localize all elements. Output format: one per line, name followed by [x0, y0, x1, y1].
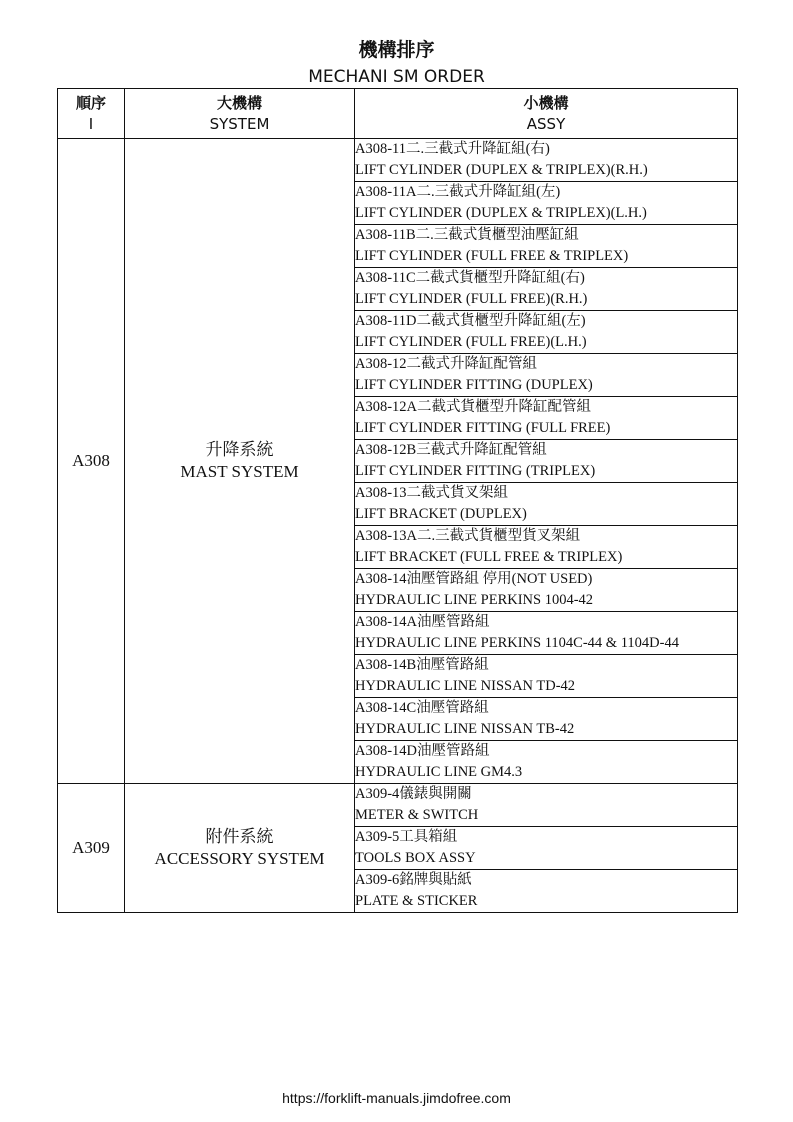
header-sequence-en: I	[88, 114, 94, 133]
assy-cell	[355, 827, 738, 870]
assy-name-en: LIFT BRACKET (DUPLEX)	[355, 505, 527, 522]
assy-name-en: HYDRAULIC LINE NISSAN TD-42	[355, 677, 576, 694]
assy-name-zh: A308-14油壓管路組 停用(NOT USED)	[355, 571, 593, 587]
assy-name-zh: A309-4儀錶與開關	[355, 786, 472, 802]
assy-cell	[355, 612, 738, 655]
assy-name-en: TOOLS BOX ASSY	[355, 849, 476, 866]
assy-cell	[355, 268, 738, 311]
header-assy-zh: 小機構	[523, 93, 569, 112]
assy-name-en: LIFT CYLINDER FITTING (TRIPLEX)	[355, 462, 596, 479]
assy-name-en: LIFT CYLINDER FITTING (DUPLEX)	[355, 376, 593, 393]
assy-name-zh: A308-11B二.三截式貨櫃型油壓缸組	[355, 227, 579, 243]
assy-name-zh: A308-13A二.三截式貨櫃型貨叉架組	[355, 528, 581, 544]
table-row	[58, 784, 738, 827]
assy-name-zh: A308-11D二截式貨櫃型升降缸組(左)	[355, 313, 586, 329]
header-system-en: SYSTEM	[209, 114, 270, 133]
assy-name-en: METER & SWITCH	[355, 806, 479, 823]
header-sequence	[58, 89, 125, 139]
assy-name-en: LIFT CYLINDER (FULL FREE)(L.H.)	[355, 333, 587, 350]
assy-name-zh: A309-6銘牌與貼紙	[355, 872, 472, 888]
assy-cell	[355, 440, 738, 483]
header-assy-en: ASSY	[526, 114, 566, 133]
assy-name-zh: A308-14C油壓管路組	[355, 700, 489, 716]
assy-name-en: LIFT CYLINDER (FULL FREE)(R.H.)	[355, 290, 588, 307]
assy-name-en: HYDRAULIC LINE NISSAN TB-42	[355, 720, 575, 737]
assy-name-zh: A308-12A二截式貨櫃型升降缸配管組	[355, 399, 592, 415]
assy-cell	[355, 741, 738, 784]
header-system	[125, 89, 355, 139]
assy-cell	[355, 182, 738, 225]
assy-name-zh: A308-12B三截式升降缸配管組	[355, 442, 547, 458]
assy-name-zh: A308-14D油壓管路組	[355, 743, 490, 759]
assy-cell	[355, 139, 738, 182]
header-sequence-zh: 順序	[75, 93, 106, 112]
system-name-en: ACCESSORY SYSTEM	[154, 849, 325, 868]
assy-name-en: PLATE & STICKER	[355, 892, 478, 909]
group-code: A308	[58, 139, 125, 784]
assy-name-en: HYDRAULIC LINE PERKINS 1004-42	[355, 591, 594, 608]
assy-name-zh: A308-11A二.三截式升降缸組(左)	[355, 184, 561, 200]
header-system-zh: 大機構	[216, 93, 262, 112]
table-row	[58, 139, 738, 182]
assy-cell	[355, 397, 738, 440]
assy-name-en: LIFT CYLINDER FITTING (FULL FREE)	[355, 419, 611, 436]
assy-name-zh: A308-14A油壓管路組	[355, 614, 490, 630]
assy-name-zh: A308-14B油壓管路組	[355, 657, 489, 673]
assy-name-zh: A308-11C二截式貨櫃型升降缸組(右)	[355, 270, 585, 286]
assy-cell	[355, 526, 738, 569]
assy-name-zh: A308-12二截式升降缸配管組	[355, 356, 538, 372]
assy-cell	[355, 354, 738, 397]
assy-name-en: LIFT CYLINDER (DUPLEX & TRIPLEX)(R.H.)	[355, 161, 648, 178]
assy-cell	[355, 655, 738, 698]
assy-name-zh: A308-13二截式貨叉架組	[355, 485, 509, 501]
assy-name-en: HYDRAULIC LINE GM4.3	[355, 763, 523, 780]
assy-cell	[355, 569, 738, 612]
assy-name-en: LIFT CYLINDER (DUPLEX & TRIPLEX)(L.H.)	[355, 204, 647, 221]
assy-name-en: LIFT BRACKET (FULL FREE & TRIPLEX)	[355, 548, 623, 565]
table-body	[58, 139, 738, 913]
assy-cell	[355, 225, 738, 268]
group-code: A309	[58, 784, 125, 913]
assy-cell	[355, 784, 738, 827]
system-name-zh: 升降系統	[205, 440, 274, 459]
group-system	[125, 139, 355, 784]
assy-name-en: HYDRAULIC LINE PERKINS 1104C-44 & 1104D-44	[355, 634, 679, 651]
assy-name-zh: A308-11二.三截式升降缸組(右)	[355, 141, 550, 157]
table-header-row	[58, 89, 738, 139]
mechanism-order-table	[57, 88, 738, 913]
assy-cell	[355, 311, 738, 354]
assy-cell	[355, 483, 738, 526]
system-name-zh: 附件系統	[205, 827, 274, 846]
header-assy	[355, 89, 738, 139]
page-title-english: MECHANI SM ORDER	[308, 67, 485, 87]
assy-name-zh: A309-5工具箱組	[355, 829, 458, 845]
assy-cell	[355, 870, 738, 913]
footer-url: https://forklift-manuals.jimdofree.com	[282, 1090, 511, 1106]
page-title-chinese: 機構排序	[358, 39, 435, 61]
system-name-en: MAST SYSTEM	[180, 462, 299, 481]
assy-cell	[355, 698, 738, 741]
assy-name-en: LIFT CYLINDER (FULL FREE & TRIPLEX)	[355, 247, 629, 264]
group-system	[125, 784, 355, 913]
